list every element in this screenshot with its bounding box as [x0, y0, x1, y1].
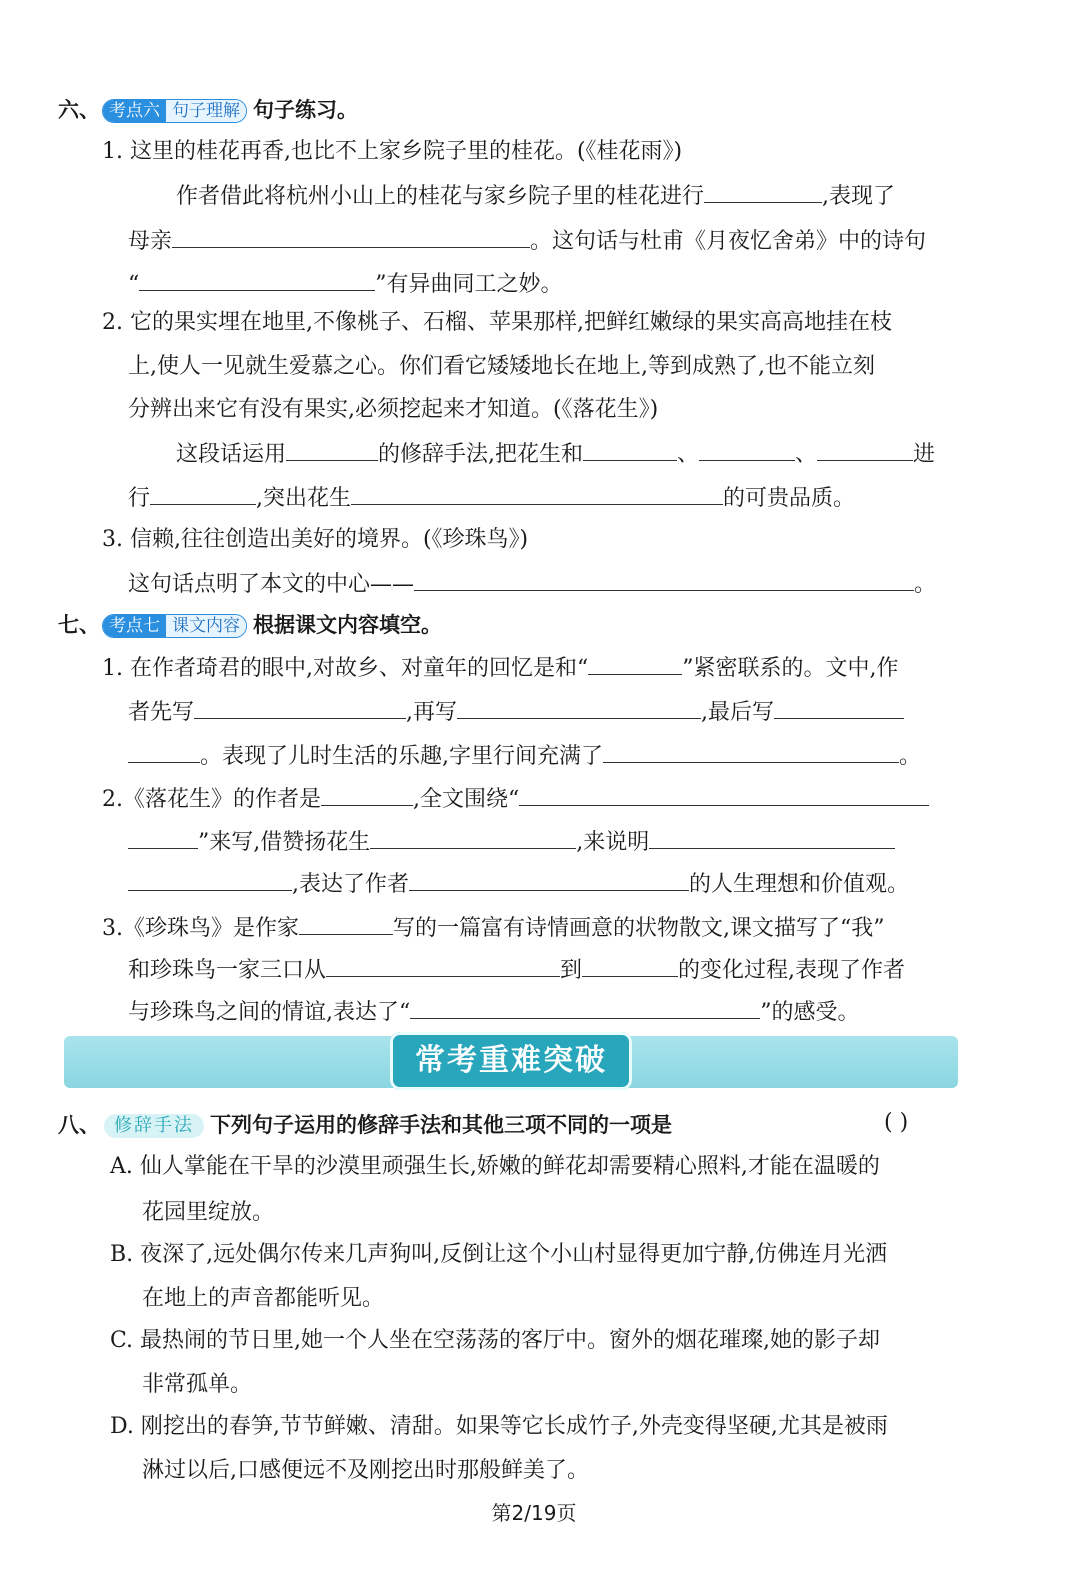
q6-3-answer: 这句话点明了本文的中心—— 。 [128, 568, 936, 600]
section-8-tag: 修辞手法 [104, 1114, 204, 1138]
answer-blank[interactable] [286, 438, 378, 461]
q7-2-line3: ,表达了作者 的人生理想和价值观。 [128, 868, 909, 900]
answer-blank[interactable] [414, 568, 914, 591]
answer-blank[interactable] [582, 954, 678, 977]
q7-2-line1: 2.《落花生》的作者是 ,全文围绕“ [102, 783, 929, 815]
q6-2-stem-1: 2. 它的果实埋在地里,不像桃子、石榴、苹果那样,把鲜红嫩绿的果实高高地挂在枝 [102, 310, 892, 335]
q6-2-answer-line1: 这段话运用 的修辞手法,把花生和 、 、 进 [176, 438, 935, 470]
q7-1-line1: 1. 在作者琦君的眼中,对故乡、对童年的回忆是和“ ”紧密联系的。文中,作 [102, 652, 898, 684]
section-6-tag: 考点六 句子理解 [102, 99, 247, 123]
answer-blank[interactable] [128, 868, 292, 891]
answer-blank[interactable] [128, 740, 200, 763]
option-a-line2: 花园里绽放。 [142, 1200, 275, 1225]
banner-title: 常考重难突破 [390, 1032, 632, 1090]
answer-blank[interactable] [457, 696, 701, 719]
q6-2-stem-3: 分辨出来它有没有果实,必须挖起来才知道。(《落花生》) [128, 397, 659, 422]
answer-blank[interactable] [519, 783, 929, 806]
answer-blank[interactable] [321, 783, 413, 806]
option-c-line1: C. 最热闹的节日里,她一个人坐在空荡荡的客厅中。窗外的烟花璀璨,她的影子却 [110, 1328, 881, 1353]
page-number: 第2/19页 [491, 1501, 577, 1525]
q7-1-line2: 者先写 ,再写 ,最后写 [128, 696, 904, 728]
answer-blank[interactable] [409, 868, 689, 891]
answer-blank[interactable] [128, 826, 198, 849]
answer-blank[interactable] [351, 482, 723, 505]
q7-3-line2: 和珍珠鸟一家三口从 到 的变化过程,表现了作者 [128, 954, 905, 986]
answer-blank[interactable] [588, 652, 682, 675]
q6-1-line2: 母亲 。这句话与杜甫《月夜忆舍弟》中的诗句 [128, 225, 926, 257]
q6-1-line3: “ ”有异曲同工之妙。 [128, 268, 563, 300]
section-8-heading: 八、 修辞手法 下列句子运用的修辞手法和其他三项不同的一项是 [58, 1113, 672, 1137]
answer-blank[interactable] [194, 696, 406, 719]
section-banner [64, 1036, 958, 1088]
answer-blank[interactable] [699, 438, 795, 461]
answer-blank[interactable] [326, 954, 560, 977]
option-b-line1: B. 夜深了,远处偶尔传来几声狗叫,反倒让这个小山村显得更加宁静,仿佛连月光洒 [110, 1242, 888, 1267]
option-d-line2: 淋过以后,口感便远不及刚挖出时那般鲜美了。 [142, 1458, 589, 1483]
answer-parentheses[interactable]: ( ) [884, 1110, 909, 1135]
option-b-line2: 在地上的声音都能听见。 [142, 1286, 385, 1311]
q6-2-answer-line2: 行 ,突出花生 的可贵品质。 [128, 482, 855, 514]
section-7-heading: 七、 考点七 课文内容 根据课文内容填空。 [58, 613, 442, 637]
option-c-line2: 非常孤单。 [142, 1372, 253, 1397]
q7-1-line3: 。表现了儿时生活的乐趣,字里行间充满了 。 [128, 740, 921, 772]
q7-2-line2: ”来写,借赞扬花生 ,来说明 [128, 826, 895, 858]
answer-blank[interactable] [817, 438, 913, 461]
answer-blank[interactable] [410, 996, 760, 1019]
option-d-line1: D. 刚挖出的春笋,节节鲜嫩、清甜。如果等它长成竹子,外壳变得坚硬,尤其是被雨 [110, 1414, 888, 1439]
answer-blank[interactable] [583, 438, 677, 461]
answer-blank[interactable] [299, 912, 393, 935]
option-a-line1: A. 仙人掌能在干旱的沙漠里顽强生长,娇嫩的鲜花却需要精心照料,才能在温暖的 [110, 1154, 880, 1179]
q6-2-stem-2: 上,使人一见就生爱慕之心。你们看它矮矮地长在地上,等到成熟了,也不能立刻 [128, 354, 875, 379]
answer-blank[interactable] [704, 180, 822, 203]
q7-3-line3: 与珍珠鸟之间的情谊,表达了“ ”的感受。 [128, 996, 860, 1028]
answer-blank[interactable] [649, 826, 895, 849]
answer-blank[interactable] [172, 225, 530, 248]
section-7-tag: 考点七 课文内容 [102, 614, 247, 638]
q7-3-line1: 3.《珍珠鸟》是作家 写的一篇富有诗情画意的状物散文,课文描写了“我” [102, 912, 885, 944]
q6-1-line1: 作者借此将杭州小山上的桂花与家乡院子里的桂花进行 ,表现了 [176, 180, 895, 212]
answer-blank[interactable] [150, 482, 256, 505]
section-6-heading: 六、 考点六 句子理解 句子练习。 [58, 98, 358, 122]
q6-3-stem: 3. 信赖,往往创造出美好的境界。(《珍珠鸟》) [102, 527, 529, 552]
answer-blank[interactable] [370, 826, 576, 849]
q6-1-stem: 1. 这里的桂花再香,也比不上家乡院子里的桂花。(《桂花雨》) [102, 139, 683, 164]
answer-blank[interactable] [603, 740, 899, 763]
answer-blank[interactable] [139, 268, 375, 291]
answer-blank[interactable] [774, 696, 904, 719]
